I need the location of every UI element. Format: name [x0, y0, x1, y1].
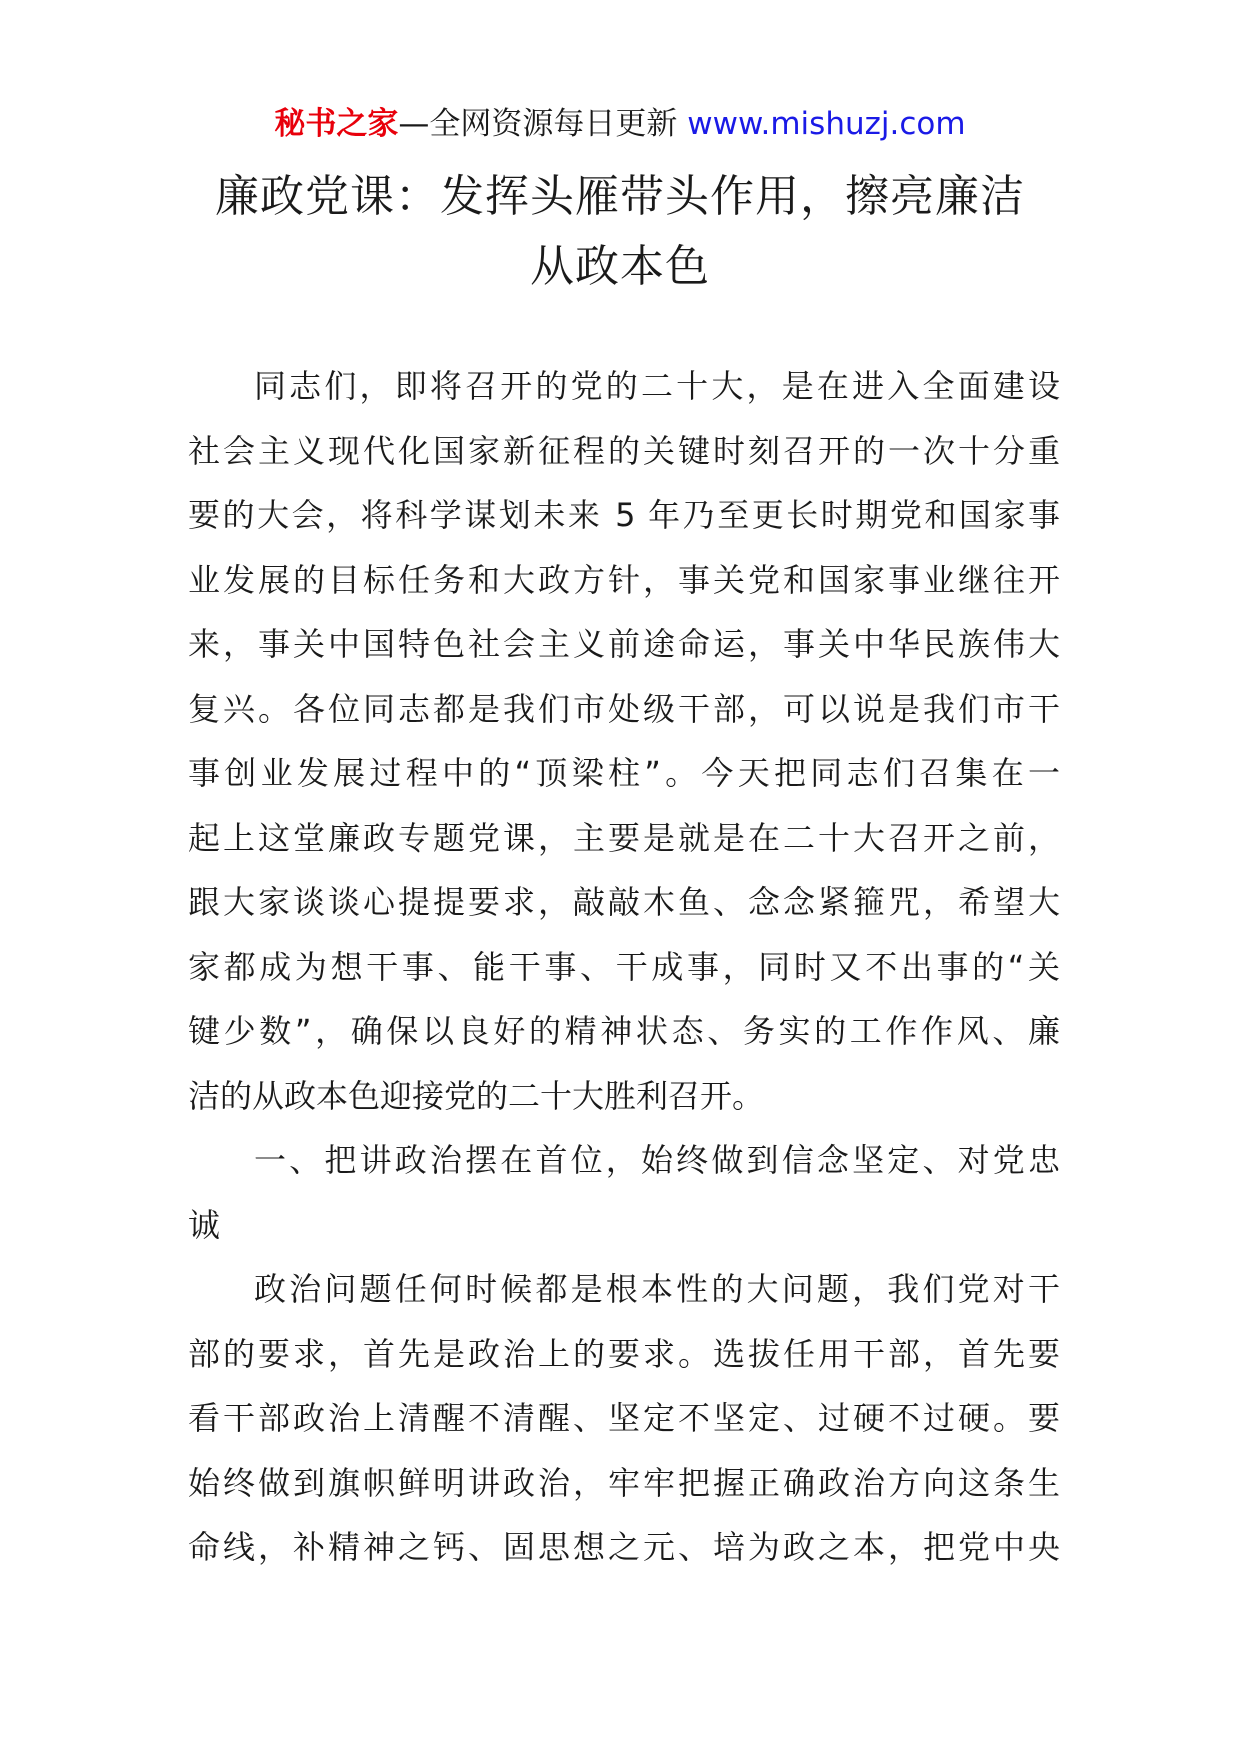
text-line: 起上这堂廉政专题党课，主要是就是在二十大召开之前，	[188, 818, 1060, 857]
site-url-link[interactable]: www.mishuzj.com	[687, 106, 966, 142]
text-line: 复兴。各位同志都是我们市处级干部，可以说是我们市干	[188, 689, 1060, 728]
document-body	[188, 354, 1060, 1580]
text-line: 看干部政治上清醒不清醒、坚定不坚定、过硬不过硬。要	[188, 1399, 1060, 1437]
text-line: 命线，补精神之钙、固思想之元、培为政之本，把党中央	[188, 1528, 1060, 1566]
text-line: 政治问题任何时候都是根本性的大问题，我们党对干	[254, 1270, 1060, 1308]
text-line: 家都成为想干事、能干事、干成事，同时又不出事的“关	[188, 947, 1060, 986]
text-line: 跟大家谈谈心提提要求，敲敲木鱼、念念紧箍咒，希望大	[188, 883, 1060, 921]
text-line: 来，事关中国特色社会主义前途命运，事关中华民族伟大	[188, 625, 1060, 663]
text-line: 社会主义现代化国家新征程的关键时刻召开的一次十分重	[188, 431, 1060, 470]
paragraph-politics	[188, 1257, 1060, 1580]
text-line: 部的要求，首先是政治上的要求。选拔任用干部，首先要	[188, 1334, 1060, 1373]
title-line: 廉政党课：发挥头雁带头作用，擦亮廉洁	[215, 171, 1025, 222]
text-line: 洁的从政本色迎接党的二十大胜利召开。	[188, 1076, 765, 1115]
section-heading-1	[188, 1128, 1060, 1257]
text-line: 业发展的目标任务和大政方针，事关党和国家事业继往开	[188, 560, 1060, 599]
text-line: 要的大会，将科学谋划未来 5 年乃至更长时期党和国家事	[188, 496, 1060, 534]
text-line: 事创业发展过程中的“顶梁柱”。今天把同志们召集在一	[188, 754, 1060, 792]
title-line: 从政本色	[530, 241, 710, 292]
site-slogan: —全网资源每日更新	[398, 106, 678, 142]
document-title	[180, 162, 1060, 302]
text-line: 始终做到旗帜鲜明讲政治，牢牢把握正确政治方向这条生	[188, 1463, 1060, 1502]
paragraph-intro	[188, 354, 1060, 1128]
heading-line: 一、把讲政治摆在首位，始终做到信念坚定、对党忠	[254, 1141, 1060, 1179]
text-line: 键少数”，确保以良好的精神状态、务实的工作作风、廉	[188, 1012, 1060, 1050]
text-line: 同志们，即将召开的党的二十大，是在进入全面建设	[254, 367, 1060, 405]
site-header	[0, 100, 1240, 148]
brand-name: 秘书之家	[274, 106, 399, 142]
heading-line: 诚	[188, 1205, 221, 1244]
